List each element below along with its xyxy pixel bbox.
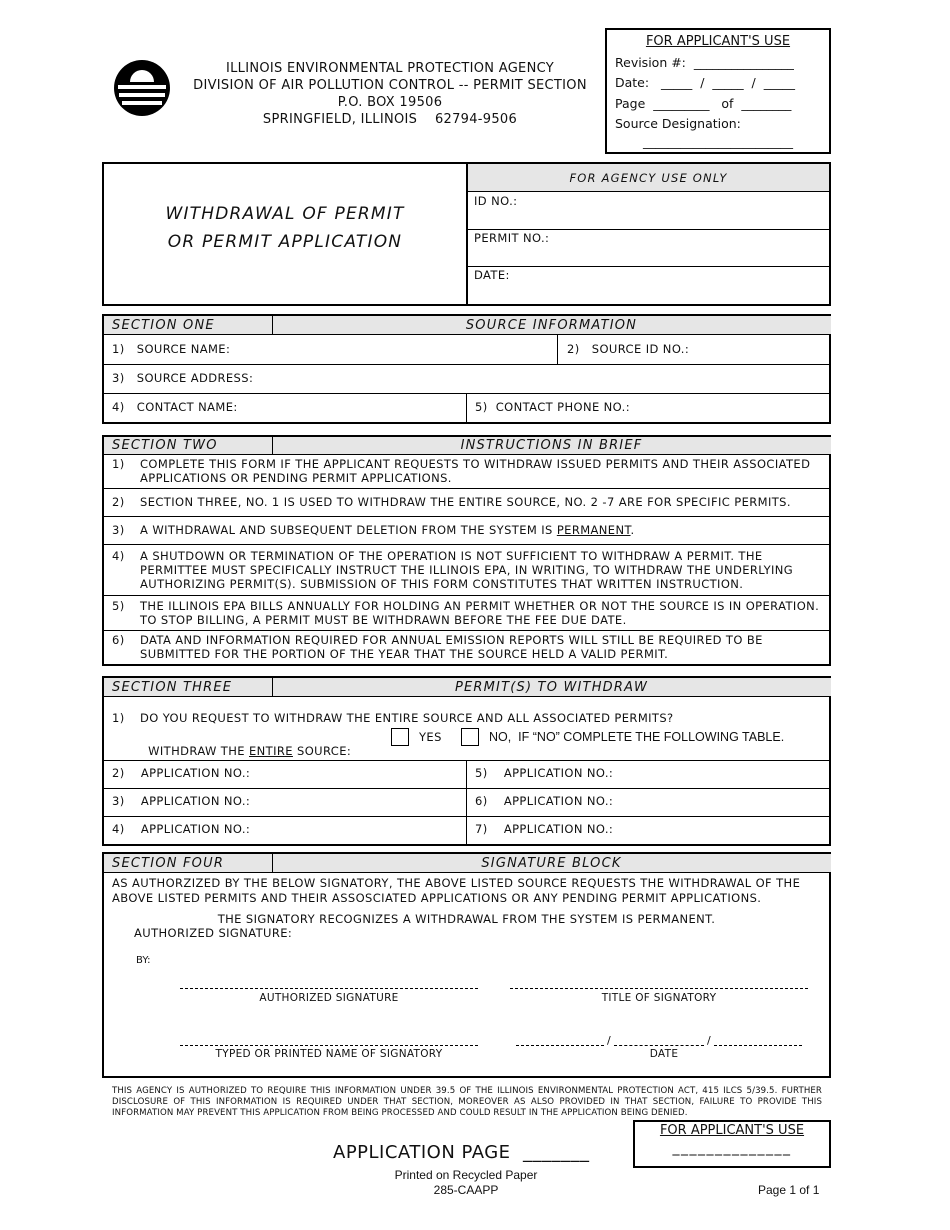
instruction-number: 3) (112, 523, 125, 537)
form-number: 285-CAAPP (433, 1183, 499, 1197)
printed-name-line[interactable] (180, 1045, 478, 1046)
application-no-field[interactable]: 5) APPLICATION NO.: (475, 766, 614, 780)
id-no-field[interactable]: ID NO.: (474, 194, 518, 208)
section-one-title: SOURCE INFORMATION (465, 318, 638, 333)
instruction-number: 5) (112, 599, 125, 613)
source-id-field[interactable]: 2) SOURCE ID NO.: (567, 342, 690, 356)
application-page-field[interactable]: APPLICATION PAGE _______ (333, 1142, 590, 1163)
contact-name-field[interactable]: 4) CONTACT NAME: (112, 400, 238, 414)
no-checkbox[interactable] (461, 728, 479, 746)
applicant-use-box-bottom (633, 1120, 831, 1168)
recognition-statement: THE SIGNATORY RECOGNIZES A WITHDRAWAL FROM THE SYSTEM IS PERMANENT. (217, 912, 716, 926)
title-of-signatory-label: TITLE OF SIGNATORY (601, 992, 717, 1004)
form-title (104, 200, 466, 256)
section-two-title: INSTRUCTIONS IN BRIEF (460, 438, 643, 453)
agency-city: SPRINGFIELD, ILLINOIS 62794-9506 (262, 112, 518, 127)
section-four-title: SIGNATURE BLOCK (481, 856, 622, 871)
applicant-use-bottom-field[interactable]: ______________ (672, 1140, 792, 1156)
authorized-signature-label: AUTHORIZED SIGNATURE (259, 992, 399, 1004)
page-indicator: Page 1 of 1 (758, 1183, 820, 1197)
agency-use-header: FOR AGENCY USE ONLY (468, 164, 829, 192)
withdraw-text-a: WITHDRAW THE (148, 744, 249, 758)
source-name-field[interactable]: 1) SOURCE NAME: (112, 342, 231, 356)
source-designation-field[interactable]: ________________________ (643, 133, 793, 149)
applicant-use-box (605, 28, 831, 154)
application-no-field[interactable]: 2) APPLICATION NO.: (112, 766, 251, 780)
agency-pobox: P.O. BOX 19506 (337, 95, 443, 110)
by-label: BY: (136, 955, 151, 966)
agency-header (180, 60, 600, 128)
source-address-field[interactable]: 3) SOURCE ADDRESS: (112, 371, 254, 385)
application-no-field[interactable]: 3) APPLICATION NO.: (112, 794, 251, 808)
authorization-paragraph: AS AUTHORZIZED BY THE BELOW SIGNATORY, THE ABOVE LISTED SOURCE REQUESTS THE WITHDRAWAL OF THE ABOVE LISTED PERMITS AND THEIR ASSOSCIATED APPLICATIONS OR ANY PENDING PERMIT APPLICATIONS. (112, 876, 801, 905)
applicant-use-bottom-title: FOR APPLICANT'S USE (659, 1123, 805, 1138)
withdraw-question: DO YOU REQUEST TO WITHDRAW THE ENTIRE SOURCE AND ALL ASSOCIATED PERMITS? (140, 711, 674, 725)
instruction-text (140, 523, 820, 537)
page-field[interactable]: Page _________ of ________ (615, 95, 792, 111)
section-four-label: SECTION FOUR (112, 856, 225, 871)
agency-logo (112, 58, 172, 118)
yes-label: YES (419, 730, 442, 744)
agency-name: ILLINOIS ENVIRONMENTAL PROTECTION AGENCY (225, 61, 554, 76)
instruction-text: COMPLETE THIS FORM IF THE APPLICANT REQUESTS TO WITHDRAW ISSUED PERMITS AND THEIR ASSOCIATED APPLICATIONS OR PENDING PERMIT APPLICATIONS. (140, 457, 811, 485)
application-no-field[interactable]: 4) APPLICATION NO.: (112, 822, 251, 836)
form-title-line2: OR PERMIT APPLICATION (167, 232, 403, 252)
printed-name-label: TYPED OR PRINTED NAME OF SIGNATORY (215, 1048, 443, 1060)
instruction-text: A SHUTDOWN OR TERMINATION OF THE OPERATION IS NOT SUFFICIENT TO WITHDRAW A PERMIT. THE PERMITTEE MUST SPECIFICALLY INSTRUCT THE ILLINOIS EPA, IN WRITING, TO WITHDRAW THE UNDERLYING AUTHORIZING PERMIT(S). SUBMISSION OF THIS FORM CONSTITUTES THAT WRITTEN INSTRUCTION. (140, 549, 794, 591)
section-one-label: SECTION ONE (112, 318, 215, 333)
withdraw-text-b: SOURCE: (292, 744, 352, 758)
application-no-field[interactable]: 7) APPLICATION NO.: (475, 822, 614, 836)
recycled-paper-note: Printed on Recycled Paper (394, 1168, 538, 1182)
instruction-emphasis: PERMANENT (556, 523, 631, 537)
source-designation-label: Source Designation: (615, 116, 741, 131)
section-three-label: SECTION THREE (112, 680, 233, 695)
instruction-text-a: A WITHDRAWAL AND SUBSEQUENT DELETION FROM THE SYSTEM IS (140, 523, 557, 537)
authorized-signature-line[interactable] (180, 988, 478, 989)
disclosure-notice: THIS AGENCY IS AUTHORIZED TO REQUIRE THIS INFORMATION UNDER 39.5 OF THE ILLINOIS ENVIRONMENTAL PROTECTION ACT, 415 ILCS 5/39.5. FURTHER DISCLOSURE OF THIS INFORMATION IS REQUIRED UNDER THAT SECTION, MOREOVER AS ALSO PROVIDED IN THAT SECTION, FAILURE TO PROVIDE THIS INFORMATION MAY PREVENT THIS APPLICATION FROM BEING PROCESSED AND COULD RESULT IN THE APPLICATION BEING DENIED. (112, 1086, 822, 1119)
instruction-text-b: . (630, 523, 635, 537)
agency-division: DIVISION OF AIR POLLUTION CONTROL -- PERMIT SECTION (193, 78, 587, 93)
application-no-field[interactable]: 6) APPLICATION NO.: (475, 794, 614, 808)
instruction-number: 1) (112, 457, 125, 471)
date-agency-field[interactable]: DATE: (474, 268, 510, 282)
date-field[interactable]: Date: _____ / _____ / _____ (615, 75, 795, 90)
no-label: NO, IF “NO” COMPLETE THE FOLLOWING TABLE. (489, 730, 785, 744)
authorized-signature-heading: AUTHORIZED SIGNATURE: (134, 926, 293, 940)
applicant-use-title: FOR APPLICANT'S USE (645, 34, 791, 49)
question-number: 1) (112, 711, 125, 725)
instruction-text: DATA AND INFORMATION REQUIRED FOR ANNUAL EMISSION REPORTS WILL STILL BE REQUIRED TO BE SUBMITTED FOR THE PORTION OF THE YEAR THAT THE SOURCE HELD A VALID PERMIT. (140, 633, 763, 661)
revision-field[interactable]: Revision #: ________________ (615, 54, 794, 70)
yes-checkbox[interactable] (391, 728, 409, 746)
contact-phone-field[interactable]: 5) CONTACT PHONE NO.: (475, 400, 630, 414)
section-two-label: SECTION TWO (112, 438, 218, 453)
withdraw-emphasis: ENTIRE (249, 744, 293, 758)
date-signature-label: DATE (649, 1048, 679, 1060)
withdraw-entire-label (140, 730, 351, 758)
title-of-signatory-line[interactable] (510, 988, 808, 989)
form-title-line1: WITHDRAWAL OF PERMIT (165, 204, 405, 224)
instruction-text: THE ILLINOIS EPA BILLS ANNUALLY FOR HOLDING AN PERMIT WHETHER OR NOT THE SOURCE IS IN OPERATION. TO STOP BILLING, A PERMIT MUST BE WITHDRAWN BEFORE THE FEE DUE DATE. (140, 599, 820, 627)
instruction-number: 6) (112, 633, 125, 647)
instruction-number: 2) (112, 495, 125, 509)
section-three-title: PERMIT(S) TO WITHDRAW (454, 680, 649, 695)
permit-no-field[interactable]: PERMIT NO.: (474, 231, 550, 245)
instruction-text: SECTION THREE, NO. 1 IS USED TO WITHDRAW THE ENTIRE SOURCE, NO. 2 -7 ARE FOR SPECIFIC PERMITS. (140, 495, 791, 509)
instruction-number: 4) (112, 549, 125, 563)
